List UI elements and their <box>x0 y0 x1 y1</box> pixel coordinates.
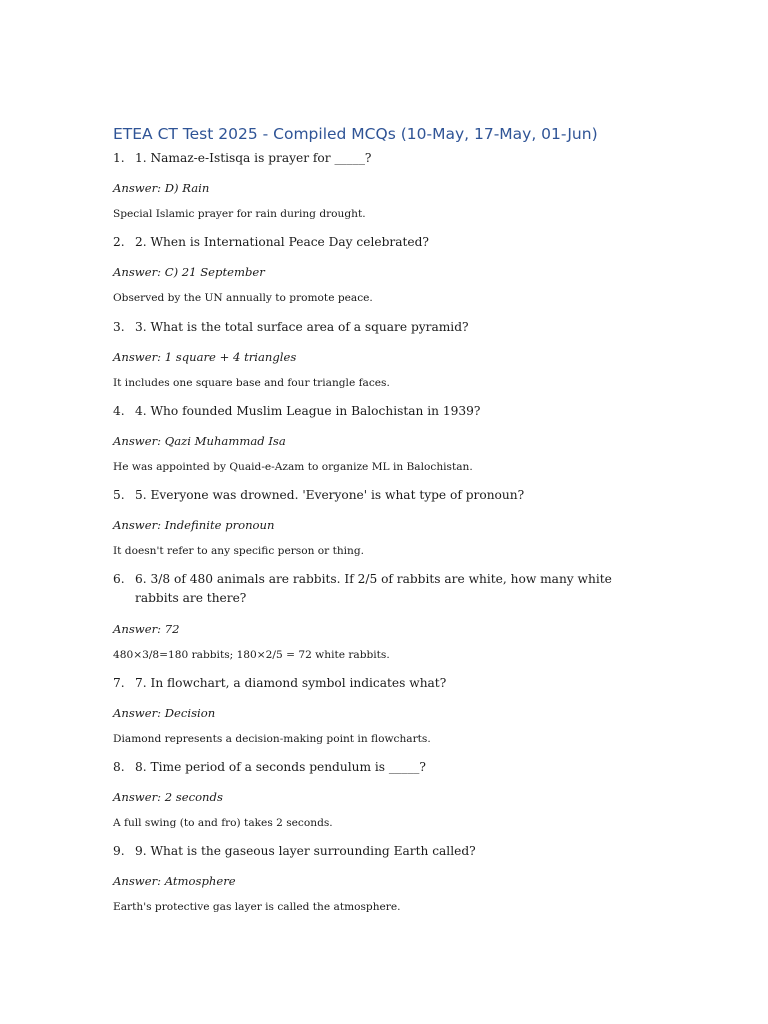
question-text: 2. When is International Peace Day celebrated? <box>135 235 429 249</box>
question-number: 4. <box>113 404 125 418</box>
answer-text: Answer: 72 <box>113 622 180 636</box>
answer-text: Answer: D) Rain <box>113 181 210 195</box>
question-number: 7. <box>113 676 125 690</box>
question-item <box>113 149 648 168</box>
document-title: ETEA CT Test 2025 - Compiled MCQs (10-May, 17-May, 01-Jun) <box>113 125 598 143</box>
question-number: 8. <box>113 760 125 774</box>
question-text: 1. Namaz-e-Istisqa is prayer for _____? <box>135 151 372 165</box>
explanation-text: Observed by the UN annually to promote peace. <box>113 292 373 304</box>
question-text: 4. Who founded Muslim League in Balochistan in 1939? <box>135 404 481 418</box>
question-text: 5. Everyone was drowned. 'Everyone' is what type of pronoun? <box>135 488 525 502</box>
explanation-text: It includes one square base and four triangle faces. <box>113 377 390 389</box>
question-number: 5. <box>113 488 125 502</box>
question-text: 3. What is the total surface area of a square pyramid? <box>135 320 469 334</box>
answer-text: Answer: C) 21 September <box>113 265 265 279</box>
question-number: 3. <box>113 320 125 334</box>
answer-text: Answer: 1 square + 4 triangles <box>113 350 297 364</box>
question-item <box>113 402 648 421</box>
question-item <box>113 486 648 505</box>
explanation-text: It doesn't refer to any specific person or thing. <box>113 545 365 557</box>
explanation-text: A full swing (to and fro) takes 2 seconds. <box>113 817 333 829</box>
question-item <box>113 570 648 608</box>
answer-text: Answer: Indefinite pronoun <box>113 518 275 532</box>
answer-text: Answer: Decision <box>113 706 216 720</box>
question-text: 6. 3/8 of 480 animals are rabbits. If 2/5 of rabbits are white, how many white rabbits are there? <box>135 572 612 605</box>
explanation-text: Diamond represents a decision-making point in flowcharts. <box>113 733 431 745</box>
answer-text: Answer: 2 seconds <box>113 790 223 804</box>
question-item <box>113 758 648 777</box>
explanation-text: Special Islamic prayer for rain during drought. <box>113 208 366 220</box>
question-number: 1. <box>113 151 125 165</box>
question-item <box>113 233 648 252</box>
explanation-text: Earth's protective gas layer is called the atmosphere. <box>113 901 401 913</box>
answer-text: Answer: Atmosphere <box>113 874 236 888</box>
explanation-text: He was appointed by Quaid-e-Azam to organize ML in Balochistan. <box>113 461 473 473</box>
question-text: 9. What is the gaseous layer surrounding Earth called? <box>135 844 476 858</box>
question-item <box>113 674 648 693</box>
question-number: 6. <box>113 572 125 586</box>
question-number: 9. <box>113 844 125 858</box>
question-text: 8. Time period of a seconds pendulum is _____? <box>135 760 426 774</box>
question-item <box>113 842 648 861</box>
question-text: 7. In flowchart, a diamond symbol indicates what? <box>135 676 447 690</box>
answer-text: Answer: Qazi Muhammad Isa <box>113 434 286 448</box>
explanation-text: 480×3/8=180 rabbits; 180×2/5 = 72 white rabbits. <box>113 649 390 661</box>
question-number: 2. <box>113 235 125 249</box>
question-item <box>113 318 648 337</box>
